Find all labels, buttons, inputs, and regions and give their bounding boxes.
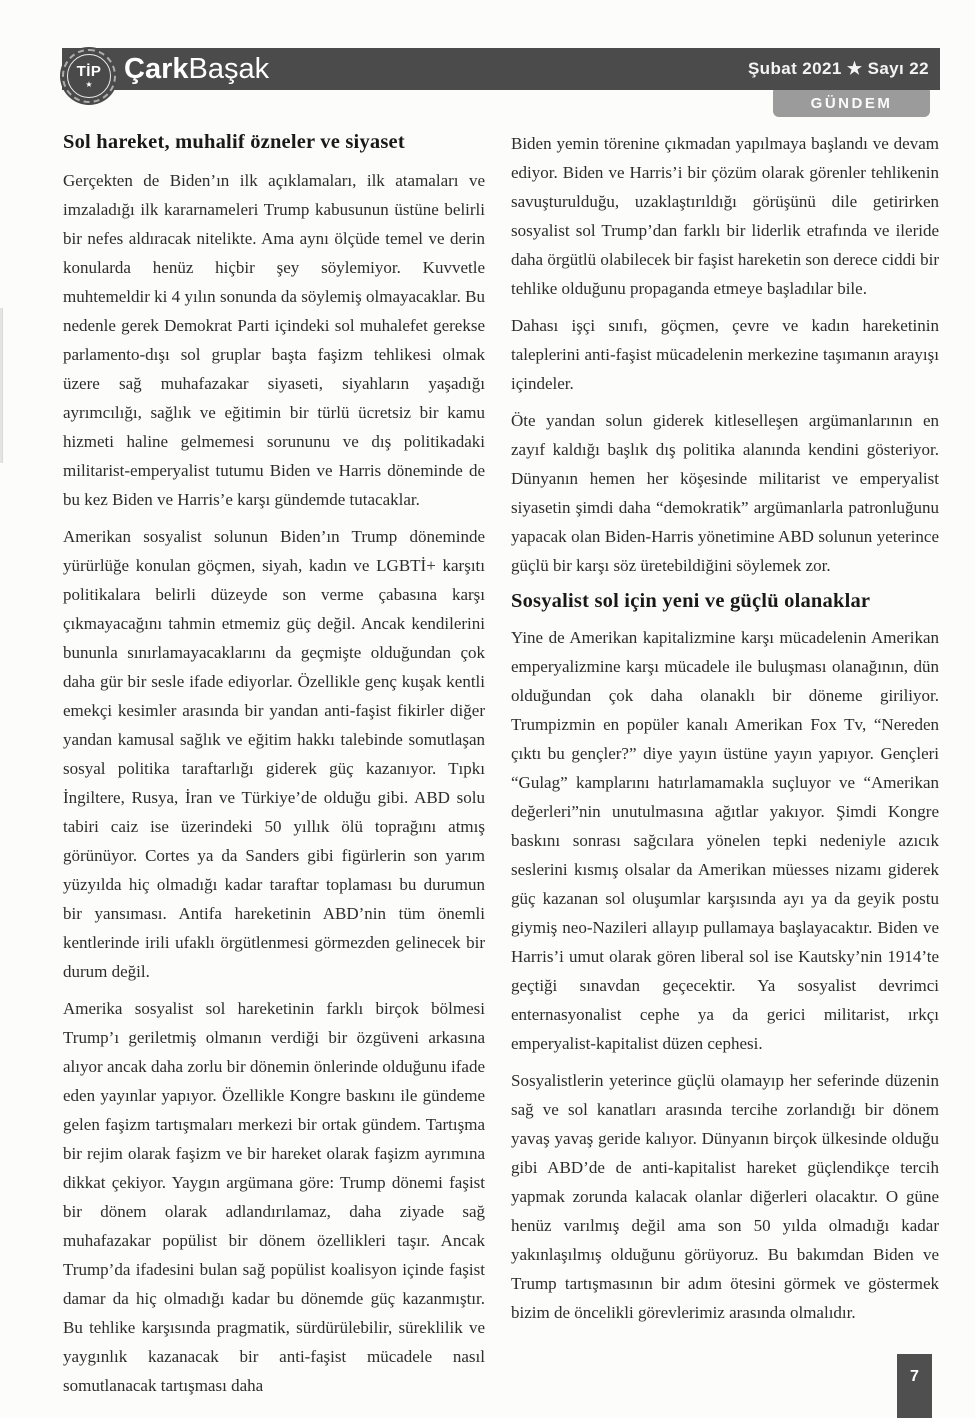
left-column <box>63 129 485 1408</box>
paragraph: Sosyalistlerin yeterince güçlü olamayıp her seferinde düzenin sağ ve sol kanatları arasında tercihe zorlandığı bir dönem yavaş yavaş geride kalıyor. Dünyanın birçok ülkesinde olduğu gibi ABD’de de anti-kapitalist hareket güçlendikçe tercih yapmak zorunda kalacak olanlar diğerleri olacaktır. O güne henüz varılmış değil ama son 50 yılda olmadığı kadar yakınlaşılmış olduğunu görüyoruz. Bu bakımdan Biden ve Trump tartışmasının bir adım ötesini görmek ve göstermek bizim de öncelikli görevlerimiz arasında olmalıdır. <box>511 1071 939 1322</box>
page-number: 7 <box>910 1368 919 1385</box>
section-badge <box>773 86 930 117</box>
paragraph: Dahası işçi sınıfı, göçmen, çevre ve kadın hareketinin taleplerini anti-faşist mücadelenin merkezine taşımanın arayışı içindeler. <box>511 316 939 393</box>
paragraph: Amerikan sosyalist solunun Biden’ın Trump döneminde yürürlüğe konulan göçmen, siyah, kadın ve LGBTİ+ karşıtı politikalara belirli düzeyde son verme çabasına karşı çıkmayacağını tahmin etmemiz güç değil. Ancak kendilerini bununla sınırlamayacaklarını da geçmişte olduğundan çok daha gür bir sesle ifade ediyorlar. Özellikle genç kuşak kentli emekçi kesimler arasında bir yandan anti-faşist fikirler diğer yandan kamusal sağlık ve eğitim hakkı talebinde somutlaşan sosyal politika taraftarlığı giderek güç kazanıyor. Tıpkı İngiltere, Rusya, İran ve Türkiye’de olduğu gibi. ABD solu tabiri caiz ise üzerindeki 50 yıllık ölü toprağını atmış görünüyor. Cortes ya da Sanders gibi figürlerin son yarım yüzyılda hiç olmadığı kadar taraftar toplaması bu durumun bir yansıması. Antifa hareketinin ABD’nin tüm önemli kentlerinde irili ufaklı örgütlenmesi görmezden gelinecek bir durum değil. <box>63 527 485 981</box>
page-number-box <box>897 1354 932 1418</box>
paragraph: Gerçekten de Biden’ın ilk açıklamaları, ilk atamaları ve imzaladığı ilk kararnameleri Trump kabusunun üstüne belirli bir nefes aldıracak nitelikte. Ama aynı ölçüde temel ve derin konularda henüz hiçbir şey söylemiyor. Kuvvetle muhtemeldir ki 4 yılın sonunda da söylemiş olmayacaklar. Bu nedenle gerek Demokrat Parti içindeki sol muhalefet gerekse parlamento-dışı sol gruplar başta faşizm tehlikesi olmak üzere sağ muhafazakar siyaseti, siyahların yaşadığı ayrımcılığı, sağlık ve eğitimin bir türlü ücretsiz bir kamu hizmeti haline gelmemesi sorununu ve dış politikadaki militarist-emperyalist tutumu Biden ve Harris döneminde de bu kez Biden ve Harris’e karşı gündemde tutacaklar. <box>63 171 485 509</box>
logo-star-icon: ★ <box>85 79 93 89</box>
paragraph: Öte yandan solun giderek kitleselleşen argümanlarının en zayıf kaldığı başlık dış politika alanında kendini gösteriyor. Dünyanın hemen her köşesinde militarist ve emperyalist siyasetin şimdi daha “demokratik” argümanlarla patronluğunu yapacak olan Biden-Harris yönetimine ABD solunun yeterince güçlü bir karşı söz üretebildiğini söylemek zor. <box>511 411 939 575</box>
article-heading-2: Sosyalist sol için yeni ve güçlü olanaklar <box>511 590 871 612</box>
logo-text: TİP <box>76 62 102 80</box>
scan-artifact-line <box>0 308 3 463</box>
section-badge-label: GÜNDEM <box>810 94 893 112</box>
paragraph: Yine de Amerikan kapitalizmine karşı mücadelenin Amerikan emperyalizmine karşı mücadele ile buluşması olanağının, dün olduğundan çok daha olanaklı bir döneme giriliyor. Trumpizmin en popüler kanalı Amerikan Fox Tv, “Nereden çıktı bu gençler?” diye yayın üstüne yayın yapıyor. Gençleri “Gulag” kamplarını hatırlamamakla suçluyor ve “Amerikan değerleri”nin unutulmasına ağıtlar yakıyor. Şimdi Kongre baskını sonrası sağcılara yönelen tepki nedeniyle azıcık seslerini kısmış olsalar da Amerikan müesses nizamı giderek güç kazanan sol oluşumlar karşısında ayı ya da geyik postu giymiş neo-Nazileri allayıp pullamaya başlayacaktır. Biden ve Harris’i umut olarak gören liberal sol ise Kautsky’nin 1914’te geçtiği sınavdan geçecektir. Ya sosyalist devrimci enternasyonalist cephe ya da gerici militarist, ırkçı emperyalist-kapitalist düzen cephesi. <box>511 628 939 1053</box>
issue-date-number: Şubat 2021 ★ Sayı 22 <box>747 59 929 78</box>
tip-party-logo <box>60 47 118 105</box>
article-heading-1: Sol hareket, muhalif özneler ve siyaset <box>63 131 405 153</box>
logo-ring <box>67 54 111 98</box>
magazine-title <box>124 48 269 90</box>
right-column <box>511 129 939 1408</box>
paragraph: Amerika sosyalist sol hareketinin farklı birçok bölmesi Trump’ı geriletmiş olmanın verdiği bir özgüveni arkasına alıyor ancak daha zorlu bir dönemin önlerinde olduğunu ifade eden yayınlar yapıyor. Özellikle Kongre baskını ile gündeme gelen faşizm tartışmaları merkezi bir ortak gündem. Tartışma bir rejim olarak faşizm ve bir hareket olarak faşizm ayrımına dikkat çekiyor. Yaygın argümana göre: Trump dönemi faşist bir dönem olarak adlandırılamaz, daha ziyade sağ muhafazakar popülist bir dönem özellikleri taşır. Ancak Trump’da ifadesini bulan sağ popülist koalisyon içinde faşist damar da hiç olmadığı kadar bu dönemde güç kazanmıştır. Bu tehlike karşısında pragmatik, sürdürülebilir, süreklilik ve yaygınlık kazanacak bir anti-faşist mücadele nasıl somutlanacak tartışması daha <box>63 999 485 1395</box>
magazine-title-bold: Çark <box>124 53 189 85</box>
article-body <box>63 129 939 1408</box>
paragraph: Biden yemin törenine çıkmadan yapılmaya başlandı ve devam ediyor. Biden ve Harris’i bir çözüm olarak görenler tehlikenin savuşturulduğu, uzaklaştırıldığı görüşünü dile getirirken sosyalist sol Trump’dan farklı bir liderlik etrafında ve ileride daha örgütlü olabilecek bir faşist hareketin son derece ciddi bir tehlike olduğunu propaganda etmeye başladılar bile. <box>511 134 939 298</box>
masthead-bar <box>62 48 940 90</box>
magazine-title-regular: Başak <box>188 53 270 85</box>
